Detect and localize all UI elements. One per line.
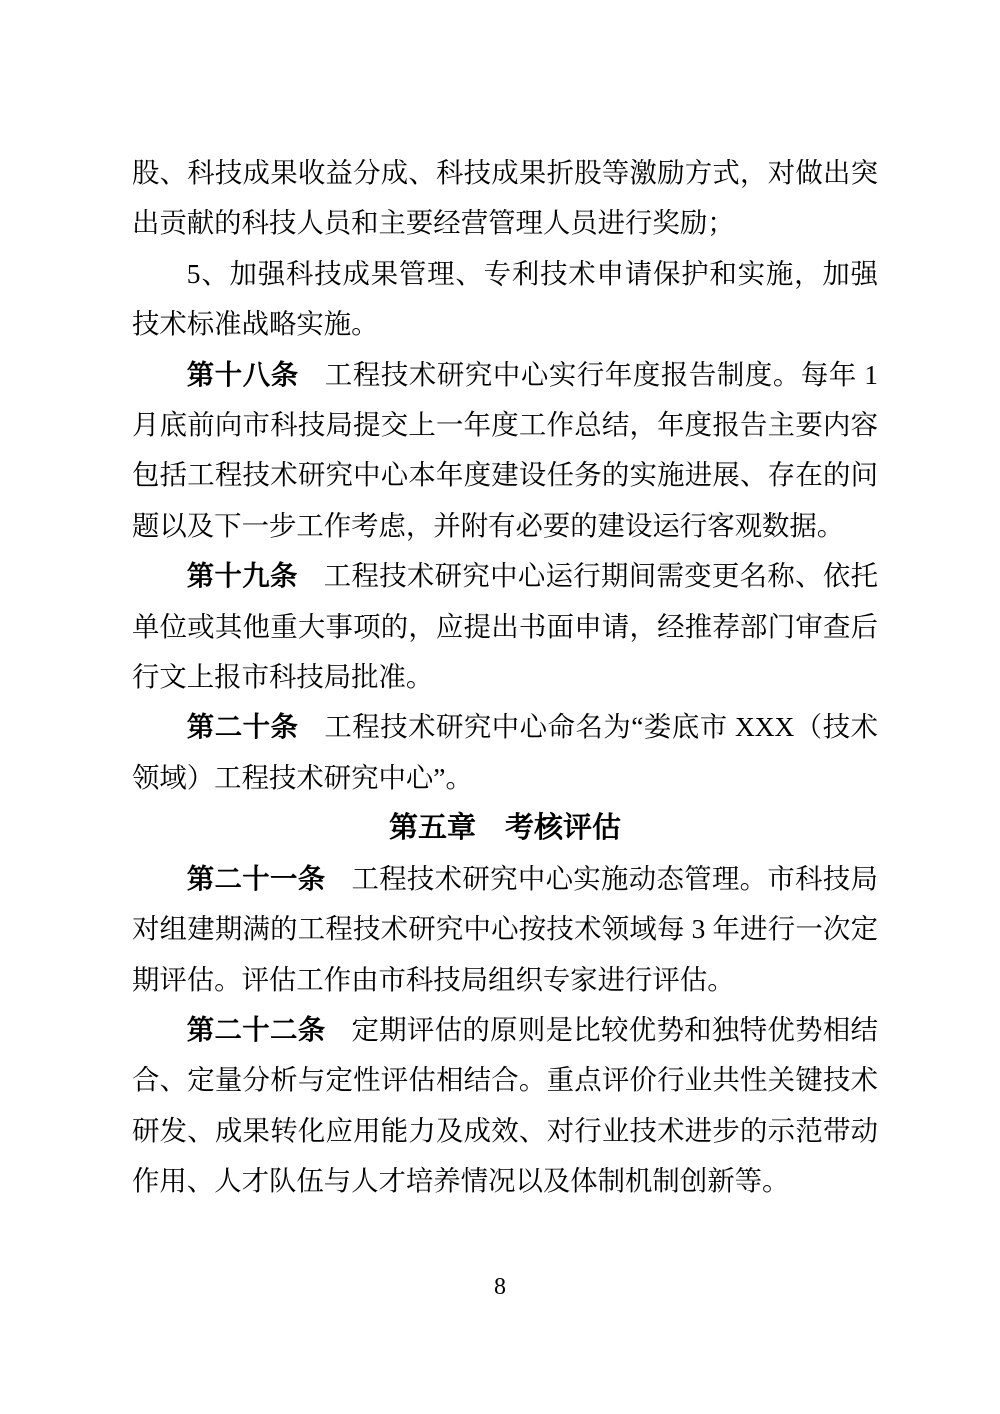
article-18 <box>132 350 878 552</box>
article-19-number: 第十九条 <box>186 561 298 592</box>
article-18-text: 工程技术研究中心实行年度报告制度。每年 1 月底前向市科技局提交上一年度工作总结，年度报告主要内容包括工程技术研究中心本年度建设任务的实施进展、存在的问题以及下一步工作考虑，并附有必要的建设运行客观数据。 <box>132 359 878 541</box>
article-20-text: 工程技术研究中心命名为“娄底市 XXX（技术领域）工程技术研究中心”。 <box>132 712 878 793</box>
paragraph-continuation: 股、科技成果收益分成、科技成果折股等激励方式，对做出突出贡献的科技人员和主要经营管理人员进行奖励； <box>132 158 878 239</box>
chapter-5-heading: 第五章 考核评估 <box>388 812 621 845</box>
article-18-number: 第十八条 <box>186 359 299 390</box>
article-20-number: 第二十条 <box>186 712 299 743</box>
article-21 <box>132 854 878 1005</box>
article-19 <box>132 551 878 702</box>
article-22 <box>132 1005 878 1207</box>
article-20 <box>132 702 878 803</box>
article-19-text: 工程技术研究中心运行期间需变更名称、依托单位或其他重大事项的，应提出书面申请，经推荐部门审查后行文上报市科技局批准。 <box>132 561 878 693</box>
page-body <box>132 148 878 1207</box>
article-22-number: 第二十二条 <box>186 1014 326 1045</box>
article-21-number: 第二十一条 <box>186 863 326 894</box>
article-21-text: 工程技术研究中心实施动态管理。市科技局对组建期满的工程技术研究中心按技术领域每 3 年进行一次定期评估。评估工作由市科技局组织专家进行评估。 <box>132 863 878 995</box>
list-item-5: 5、加强科技成果管理、专利技术申请保护和实施，加强技术标准战略实施。 <box>132 258 878 340</box>
article-22-text: 定期评估的原则是比较优势和独特优势相结合、定量分析与定性评估相结合。重点评价行业共性关键技术研发、成果转化应用能力及成效、对行业技术进步的示范带动作用、人才队伍与人才培养情况以及体制机制创新等。 <box>132 1014 878 1197</box>
page-number: 8 <box>494 1274 506 1300</box>
